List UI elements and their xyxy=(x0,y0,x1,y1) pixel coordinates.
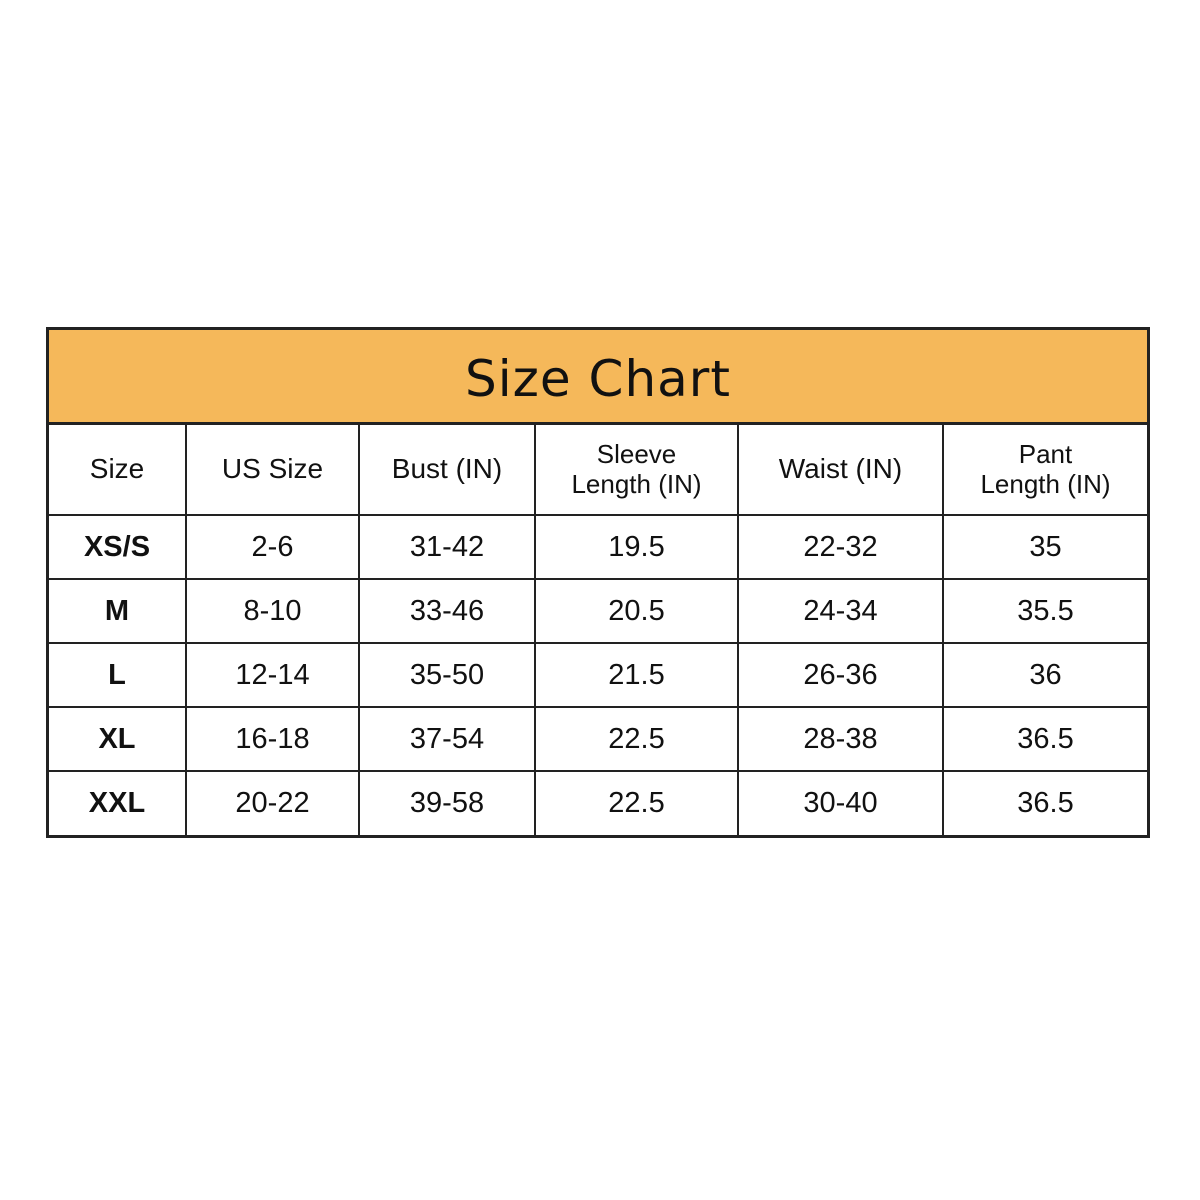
size-cell: L xyxy=(49,643,186,707)
table-row xyxy=(49,579,1147,643)
table-row xyxy=(49,707,1147,771)
pant-cell: 36.5 xyxy=(943,707,1147,771)
pant-cell: 36 xyxy=(943,643,1147,707)
bust-cell: 33-46 xyxy=(359,579,535,643)
sleeve-cell: 19.5 xyxy=(535,515,738,579)
table-row xyxy=(49,643,1147,707)
size-cell: M xyxy=(49,579,186,643)
pant-cell: 36.5 xyxy=(943,771,1147,835)
bust-cell: 37-54 xyxy=(359,707,535,771)
size-chart-title: Size Chart xyxy=(465,350,731,408)
table-row xyxy=(49,515,1147,579)
header-bust: Bust (IN) xyxy=(359,425,535,515)
table-header-row xyxy=(49,425,1147,515)
header-pant-line2: Length (IN) xyxy=(980,468,1111,499)
pant-cell: 35.5 xyxy=(943,579,1147,643)
sleeve-cell: 21.5 xyxy=(535,643,738,707)
header-pant-length xyxy=(943,425,1147,515)
size-table xyxy=(49,425,1147,835)
size-cell: XXL xyxy=(49,771,186,835)
us-size-cell: 12-14 xyxy=(186,643,359,707)
table-row xyxy=(49,771,1147,835)
pant-cell: 35 xyxy=(943,515,1147,579)
waist-cell: 22-32 xyxy=(738,515,943,579)
waist-cell: 30-40 xyxy=(738,771,943,835)
sleeve-cell: 22.5 xyxy=(535,771,738,835)
header-size: Size xyxy=(49,425,186,515)
header-pant-line1: Pant xyxy=(1018,438,1073,469)
size-chart-banner xyxy=(49,330,1147,425)
size-cell: XL xyxy=(49,707,186,771)
us-size-cell: 2-6 xyxy=(186,515,359,579)
us-size-cell: 8-10 xyxy=(186,579,359,643)
bust-cell: 39-58 xyxy=(359,771,535,835)
waist-cell: 26-36 xyxy=(738,643,943,707)
sleeve-cell: 20.5 xyxy=(535,579,738,643)
us-size-cell: 20-22 xyxy=(186,771,359,835)
waist-cell: 24-34 xyxy=(738,579,943,643)
header-sleeve-length xyxy=(535,425,738,515)
size-chart xyxy=(46,327,1150,838)
header-us-size: US Size xyxy=(186,425,359,515)
us-size-cell: 16-18 xyxy=(186,707,359,771)
sleeve-cell: 22.5 xyxy=(535,707,738,771)
bust-cell: 35-50 xyxy=(359,643,535,707)
header-waist: Waist (IN) xyxy=(738,425,943,515)
waist-cell: 28-38 xyxy=(738,707,943,771)
bust-cell: 31-42 xyxy=(359,515,535,579)
header-sleeve-line1: Sleeve xyxy=(596,438,677,469)
header-sleeve-line2: Length (IN) xyxy=(571,468,702,499)
size-cell: XS/S xyxy=(49,515,186,579)
